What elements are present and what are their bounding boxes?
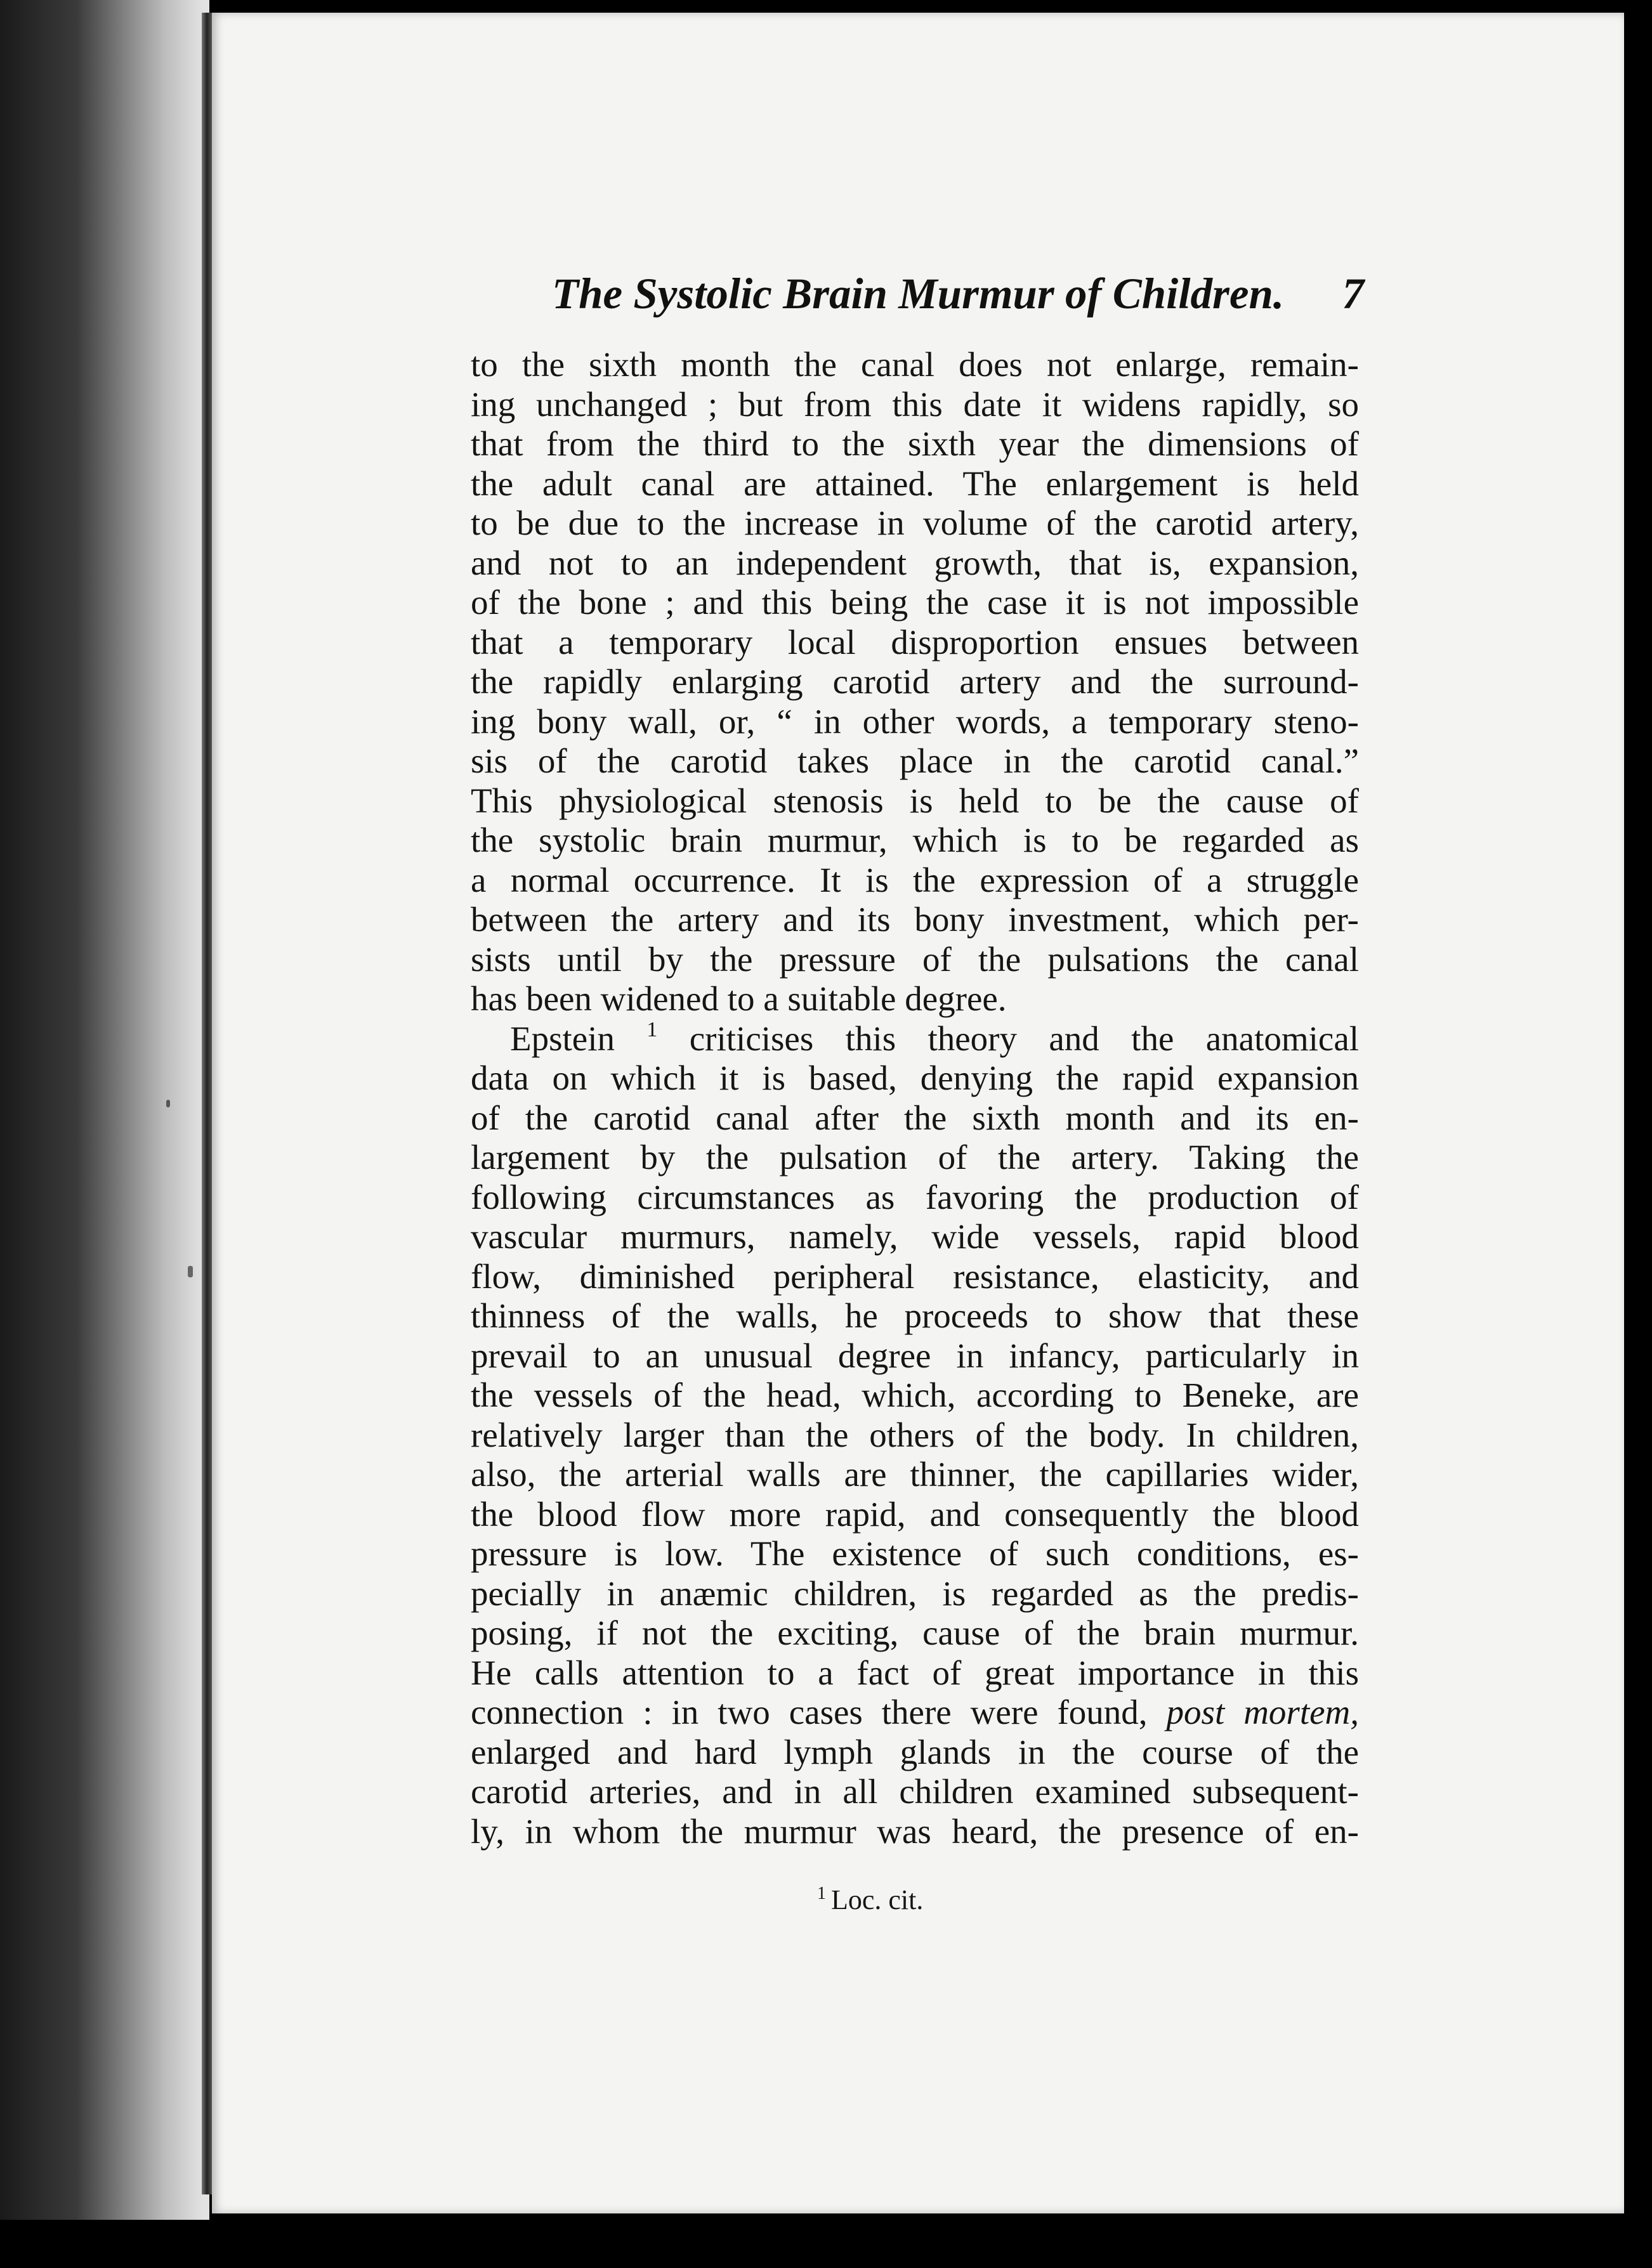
text-line: that from the third to the sixth year the dimensions of [471,424,1359,463]
text-line: that a temporary local disproportion ensues between [471,622,1359,662]
footnote-reference: 1 [646,1019,658,1041]
text-line: the blood flow more rapid, and consequently the blood [471,1494,1359,1534]
page-number: 7 [1342,270,1364,318]
text-line: following circumstances as favoring the production of [471,1177,1359,1216]
facing-page-edge [0,0,209,2220]
text-line: data on which it is based, denying the rapid expansion [471,1059,1359,1097]
text-line: He calls attention to a fact of great importance in this [471,1653,1359,1692]
text-line: sis of the carotid takes place in the carotid canal.” [471,741,1359,780]
text-line: carotid arteries, and in all children examined subsequent- [471,1772,1359,1811]
text-line: relatively larger than the others of the body. In children, [471,1415,1359,1454]
text-line: ing bony wall, or, “ in other words, a temporary steno- [471,701,1359,741]
book-gutter [202,13,212,2194]
paper-speck [166,1100,170,1107]
running-head-title: The Systolic Brain Murmur of Children. [552,270,1285,318]
text-line: pressure is low. The existence of such conditions, es- [471,1534,1359,1573]
text-line: between the artery and its bony investment, which per- [471,900,1359,939]
text-line: to be due to the increase in volume of the carotid artery, [471,504,1359,542]
body-text [471,345,1359,1851]
text-line: prevail to an unusual degree in infancy, particularly in [471,1336,1359,1375]
text-line: pecially in anæmic children, is regarded as the predis- [471,1574,1359,1613]
text-line: of the carotid canal after the sixth month and its en- [471,1098,1359,1137]
footnote-text: Loc. cit. [831,1884,924,1915]
text-line: thinness of the walls, he proceeds to show that these [471,1296,1359,1335]
text-line: sists until by the pressure of the pulsations the canal [471,939,1359,979]
text-line: a normal occurrence. It is the expression of a struggle [471,860,1359,899]
text-line: flow, diminished peripheral resistance, elasticity, and [471,1256,1359,1296]
paper-speck [188,1266,193,1277]
text-fragment: connection : in two cases there were found, [471,1693,1167,1731]
author-name: Epstein [510,1019,615,1058]
text-line: This physiological stenosis is held to be the cause of [471,781,1359,820]
text-line: ly, in whom the murmur was heard, the presence of en- [471,1811,1359,1851]
text-line: enlarged and hard lymph glands in the course of the [471,1732,1359,1771]
text-line: the systolic brain murmur, which is to be regarded as [471,821,1359,859]
text-line: largement by the pulsation of the artery. Taking the [471,1138,1359,1176]
text-line: has been widened to a suitable degree. [471,979,1007,1018]
text-line: also, the arterial walls are thinner, the capillaries wider, [471,1455,1359,1494]
text-line: to the sixth month the canal does not enlarge, remain- [471,345,1359,384]
text-line: posing, if not the exciting, cause of the brain murmur. [471,1613,1359,1652]
footnote-marker: 1 [817,1884,826,1903]
footnote [817,1881,923,1919]
text-fragment: criticises this theory and the anatomical [689,1019,1359,1058]
text-line: ing unchanged ; but from this date it widens rapidly, so [471,384,1359,424]
italic-phrase: post mortem, [1166,1693,1359,1731]
text-line: and not to an independent growth, that is, expansion, [471,543,1359,582]
text-line: vascular murmurs, namely, wide vessels, rapid blood [471,1217,1359,1256]
paragraph-start-line [471,1019,1359,1059]
text-line-with-italic [471,1693,1359,1733]
running-head [552,269,1364,332]
text-line: the adult canal are attained. The enlargement is held [471,464,1359,503]
text-line: the rapidly enlarging carotid artery and the surround- [471,662,1359,701]
text-line: the vessels of the head, which, according to Beneke, are [471,1376,1359,1414]
text-line: of the bone ; and this being the case it is not impossible [471,583,1359,622]
